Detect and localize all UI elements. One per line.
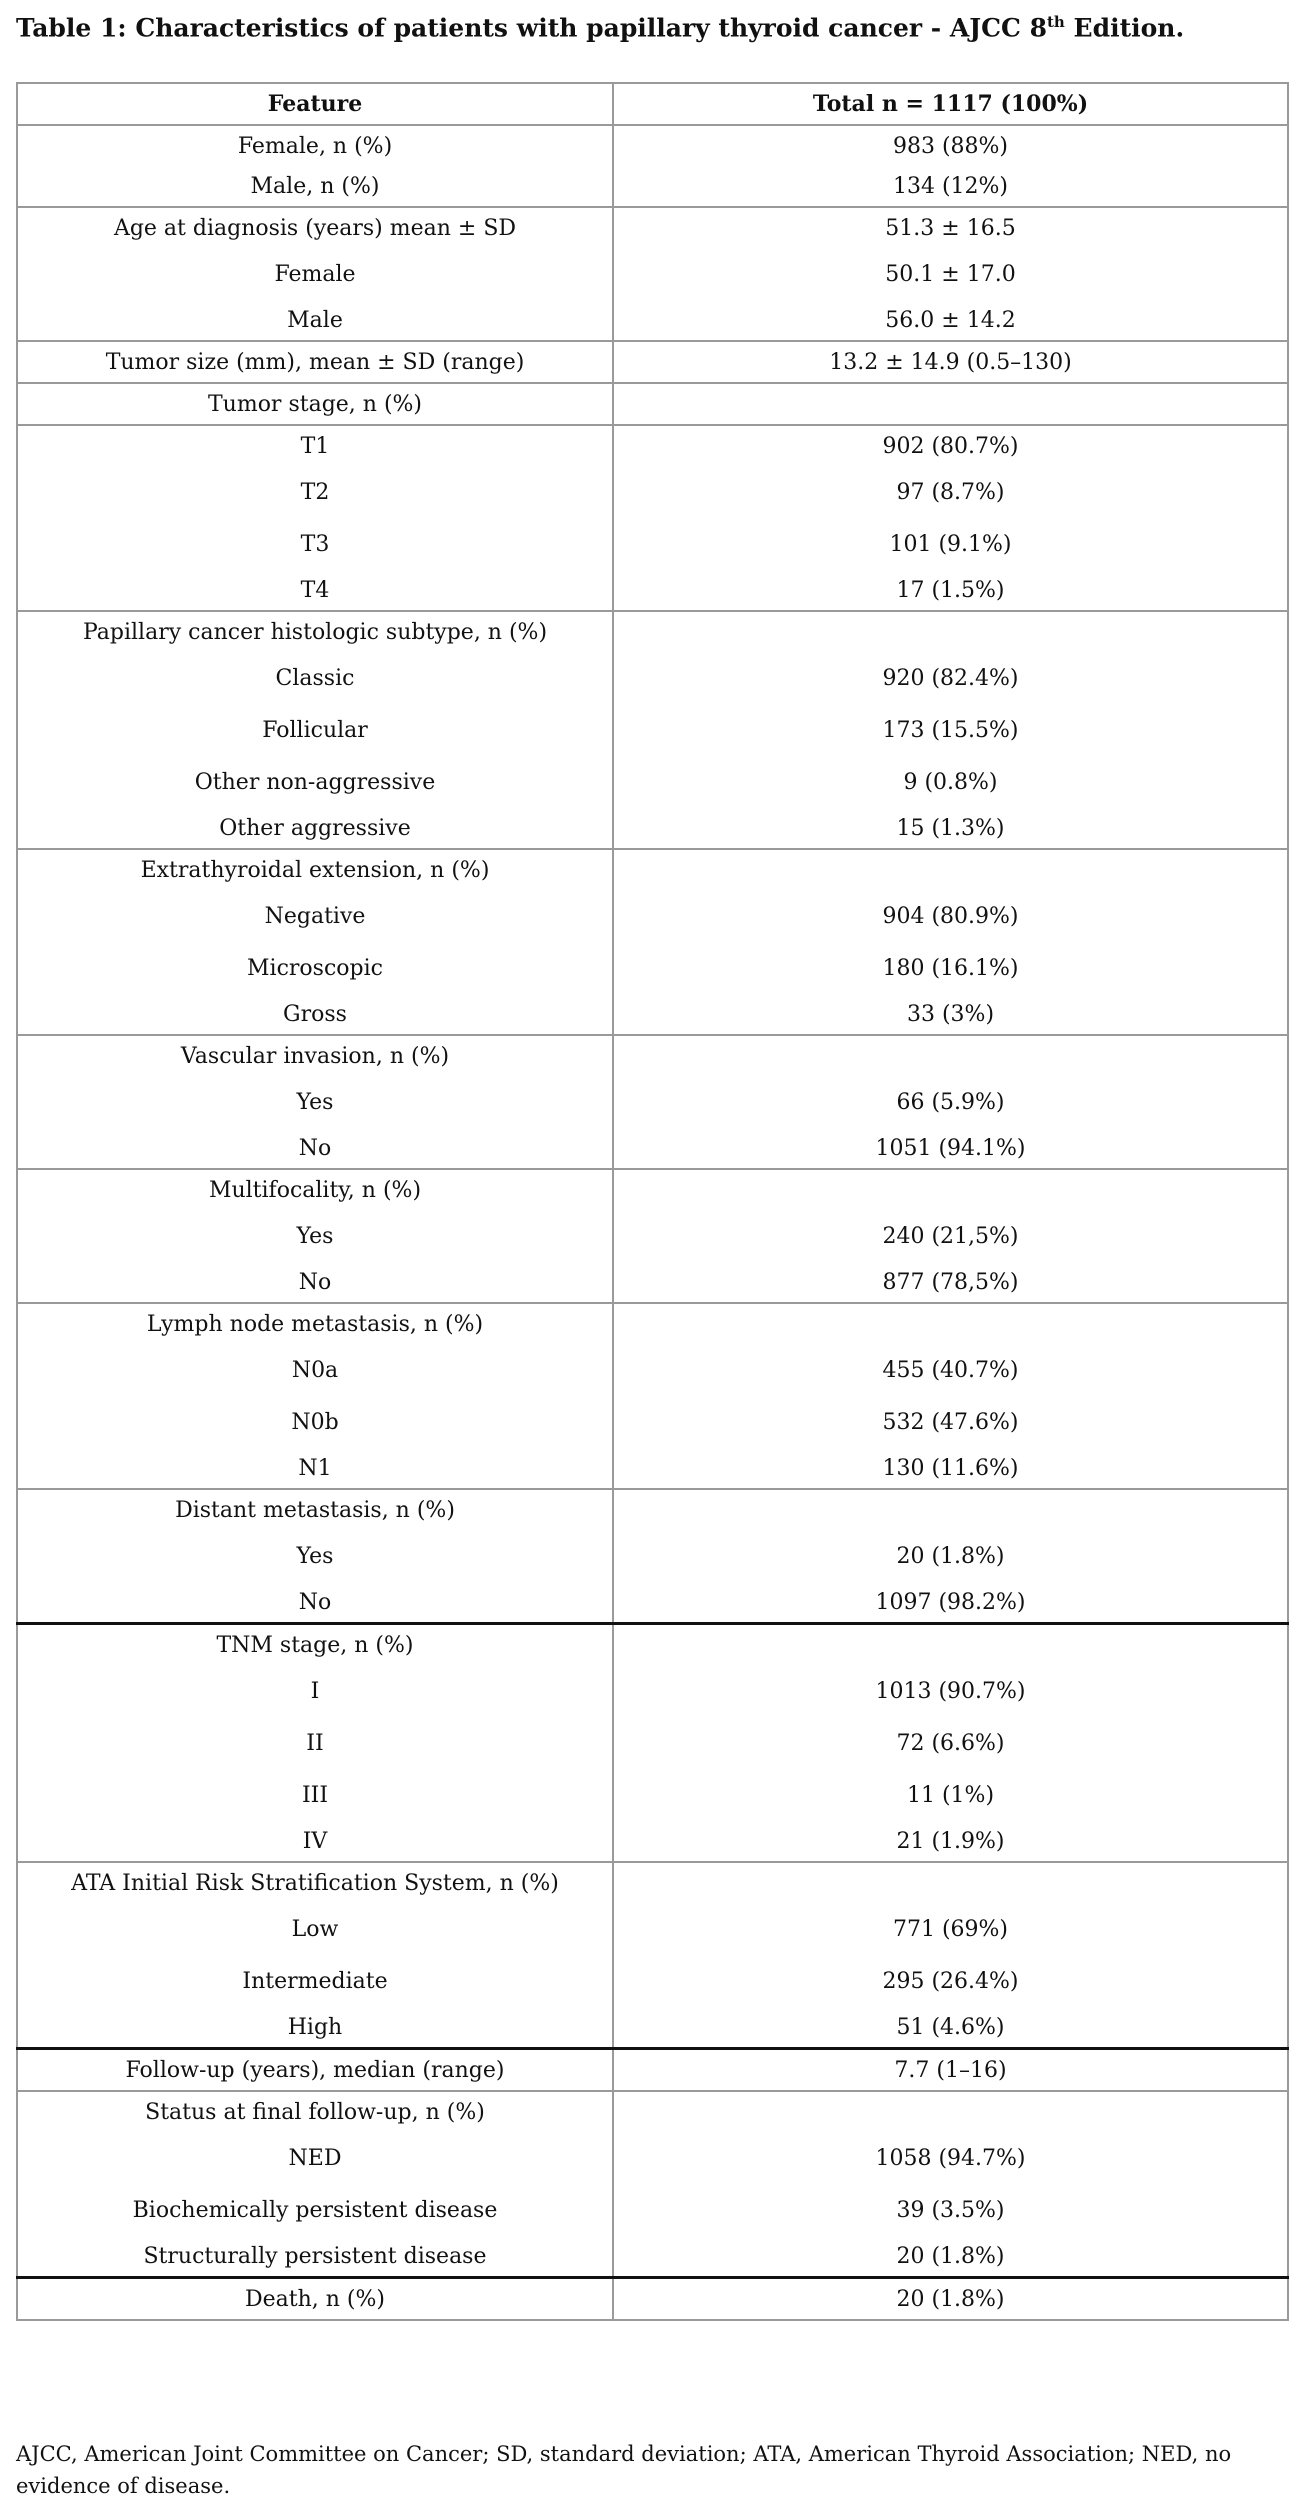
feature-cell: Status at final follow-up, n (%) (17, 2091, 613, 2132)
total-cell (613, 849, 1288, 890)
table-row (17, 248, 1288, 300)
table-row (17, 425, 1288, 466)
table-row (17, 942, 1288, 994)
characteristics-table (16, 82, 1289, 2321)
feature-cell: No (17, 1128, 613, 1169)
feature-cell: II (17, 1717, 613, 1769)
feature-cell: Male, n (%) (17, 166, 613, 207)
feature-cell: Biochemically persistent disease (17, 2184, 613, 2236)
total-cell (613, 1035, 1288, 1076)
table-row (17, 383, 1288, 425)
total-cell (613, 1624, 1288, 1666)
feature-cell: I (17, 1665, 613, 1717)
total-cell: 20 (1.8%) (613, 2236, 1288, 2278)
total-cell (613, 1862, 1288, 1903)
total-cell: 13.2 ± 14.9 (0.5–130) (613, 341, 1288, 383)
feature-cell: N0b (17, 1396, 613, 1448)
feature-cell: Negative (17, 890, 613, 942)
total-cell: 66 (5.9%) (613, 1076, 1288, 1128)
total-cell: 51 (4.6%) (613, 2007, 1288, 2049)
table-row (17, 756, 1288, 808)
feature-cell: No (17, 1262, 613, 1303)
table-row (17, 849, 1288, 890)
total-cell: 33 (3%) (613, 994, 1288, 1035)
total-cell: 7.7 (1–16) (613, 2049, 1288, 2092)
title-superscript: th (1046, 13, 1065, 31)
total-cell: 20 (1.8%) (613, 2278, 1288, 2321)
total-cell: 180 (16.1%) (613, 942, 1288, 994)
table-row (17, 1665, 1288, 1717)
table-row (17, 1448, 1288, 1489)
total-cell: 15 (1.3%) (613, 808, 1288, 849)
feature-cell: Lymph node metastasis, n (%) (17, 1303, 613, 1344)
total-cell: 295 (26.4%) (613, 1955, 1288, 2007)
feature-cell: Intermediate (17, 1955, 613, 2007)
table-row (17, 2236, 1288, 2278)
title-suffix: Edition. (1064, 13, 1185, 43)
table-row (17, 808, 1288, 849)
table-row (17, 2007, 1288, 2049)
table-row (17, 704, 1288, 756)
total-cell (613, 611, 1288, 652)
table-row (17, 2132, 1288, 2184)
table-row (17, 466, 1288, 518)
feature-cell: Structurally persistent disease (17, 2236, 613, 2278)
total-cell: 50.1 ± 17.0 (613, 248, 1288, 300)
total-cell: 532 (47.6%) (613, 1396, 1288, 1448)
feature-cell: N1 (17, 1448, 613, 1489)
title-text: Table 1: Characteristics of patients with papillary thyroid cancer - AJCC 8 (16, 13, 1047, 43)
table-row (17, 341, 1288, 383)
total-cell: 20 (1.8%) (613, 1530, 1288, 1582)
feature-cell: III (17, 1769, 613, 1821)
table-row (17, 1489, 1288, 1530)
table-row (17, 518, 1288, 570)
header-row (17, 83, 1288, 125)
feature-cell: Yes (17, 1076, 613, 1128)
header-total: Total n = 1117 (100%) (613, 83, 1288, 125)
feature-cell: Microscopic (17, 942, 613, 994)
table-row (17, 1903, 1288, 1955)
feature-cell: Papillary cancer histologic subtype, n (%) (17, 611, 613, 652)
table-row (17, 1262, 1288, 1303)
table-row (17, 652, 1288, 704)
total-cell: 1058 (94.7%) (613, 2132, 1288, 2184)
feature-cell: Female, n (%) (17, 125, 613, 166)
total-cell (613, 1489, 1288, 1530)
feature-cell: Tumor stage, n (%) (17, 383, 613, 425)
table-row (17, 1128, 1288, 1169)
feature-cell: Yes (17, 1530, 613, 1582)
total-cell: 1097 (98.2%) (613, 1582, 1288, 1624)
total-cell: 72 (6.6%) (613, 1717, 1288, 1769)
feature-cell: T2 (17, 466, 613, 518)
feature-cell: No (17, 1582, 613, 1624)
total-cell: 983 (88%) (613, 125, 1288, 166)
feature-cell: Tumor size (mm), mean ± SD (range) (17, 341, 613, 383)
feature-cell: Classic (17, 652, 613, 704)
table-row (17, 207, 1288, 248)
table-row (17, 300, 1288, 341)
header-feature: Feature (17, 83, 613, 125)
table-row (17, 2049, 1288, 2092)
feature-cell: Follow-up (years), median (range) (17, 2049, 613, 2092)
feature-cell: Female (17, 248, 613, 300)
feature-cell: NED (17, 2132, 613, 2184)
feature-cell: Other aggressive (17, 808, 613, 849)
total-cell: 56.0 ± 14.2 (613, 300, 1288, 341)
table-row (17, 1769, 1288, 1821)
total-cell: 11 (1%) (613, 1769, 1288, 1821)
total-cell (613, 1169, 1288, 1210)
total-cell: 1051 (94.1%) (613, 1128, 1288, 1169)
total-cell: 51.3 ± 16.5 (613, 207, 1288, 248)
total-cell: 97 (8.7%) (613, 466, 1288, 518)
total-cell: 902 (80.7%) (613, 425, 1288, 466)
feature-cell: High (17, 2007, 613, 2049)
total-cell: 904 (80.9%) (613, 890, 1288, 942)
feature-cell: T4 (17, 570, 613, 611)
feature-cell: Yes (17, 1210, 613, 1262)
table-row (17, 2091, 1288, 2132)
total-cell: 877 (78,5%) (613, 1262, 1288, 1303)
feature-cell: Vascular invasion, n (%) (17, 1035, 613, 1076)
table-row (17, 1624, 1288, 1666)
total-cell: 101 (9.1%) (613, 518, 1288, 570)
table-row (17, 994, 1288, 1035)
table-title (16, 2, 1184, 42)
feature-cell: T1 (17, 425, 613, 466)
table-row (17, 1955, 1288, 2007)
total-cell: 1013 (90.7%) (613, 1665, 1288, 1717)
total-cell: 21 (1.9%) (613, 1821, 1288, 1862)
table-row (17, 1210, 1288, 1262)
table-row (17, 1862, 1288, 1903)
table-row (17, 1582, 1288, 1624)
total-cell (613, 383, 1288, 425)
table-row (17, 1530, 1288, 1582)
table-row (17, 570, 1288, 611)
total-cell: 39 (3.5%) (613, 2184, 1288, 2236)
total-cell: 17 (1.5%) (613, 570, 1288, 611)
table-row (17, 1396, 1288, 1448)
total-cell: 240 (21,5%) (613, 1210, 1288, 1262)
feature-cell: Death, n (%) (17, 2278, 613, 2321)
table-row (17, 890, 1288, 942)
feature-cell: T3 (17, 518, 613, 570)
table-row (17, 1344, 1288, 1396)
feature-cell: IV (17, 1821, 613, 1862)
table-row (17, 1035, 1288, 1076)
table-row (17, 1169, 1288, 1210)
table-row (17, 1303, 1288, 1344)
table-row (17, 611, 1288, 652)
total-cell: 771 (69%) (613, 1903, 1288, 1955)
total-cell: 134 (12%) (613, 166, 1288, 207)
total-cell (613, 2091, 1288, 2132)
total-cell: 920 (82.4%) (613, 652, 1288, 704)
table-row (17, 1717, 1288, 1769)
feature-cell: ATA Initial Risk Stratification System, n (%) (17, 1862, 613, 1903)
total-cell: 455 (40.7%) (613, 1344, 1288, 1396)
total-cell: 130 (11.6%) (613, 1448, 1288, 1489)
table-body (17, 125, 1288, 2320)
feature-cell: N0a (17, 1344, 613, 1396)
feature-cell: Extrathyroidal extension, n (%) (17, 849, 613, 890)
table-row (17, 1821, 1288, 1862)
total-cell: 173 (15.5%) (613, 704, 1288, 756)
feature-cell: Low (17, 1903, 613, 1955)
feature-cell: Age at diagnosis (years) mean ± SD (17, 207, 613, 248)
table-row (17, 166, 1288, 207)
table-row (17, 2278, 1288, 2321)
feature-cell: TNM stage, n (%) (17, 1624, 613, 1666)
table-row (17, 2184, 1288, 2236)
feature-cell: Male (17, 300, 613, 341)
total-cell: 9 (0.8%) (613, 756, 1288, 808)
feature-cell: Other non-aggressive (17, 756, 613, 808)
feature-cell: Distant metastasis, n (%) (17, 1489, 613, 1530)
table-row (17, 125, 1288, 166)
feature-cell: Multifocality, n (%) (17, 1169, 613, 1210)
table-footnote: AJCC, American Joint Committee on Cancer; SD, standard deviation; ATA, American Thyroid Association; NED, no evidence of disease. (16, 2442, 1232, 2498)
feature-cell: Gross (17, 994, 613, 1035)
table-row (17, 1076, 1288, 1128)
total-cell (613, 1303, 1288, 1344)
feature-cell: Follicular (17, 704, 613, 756)
